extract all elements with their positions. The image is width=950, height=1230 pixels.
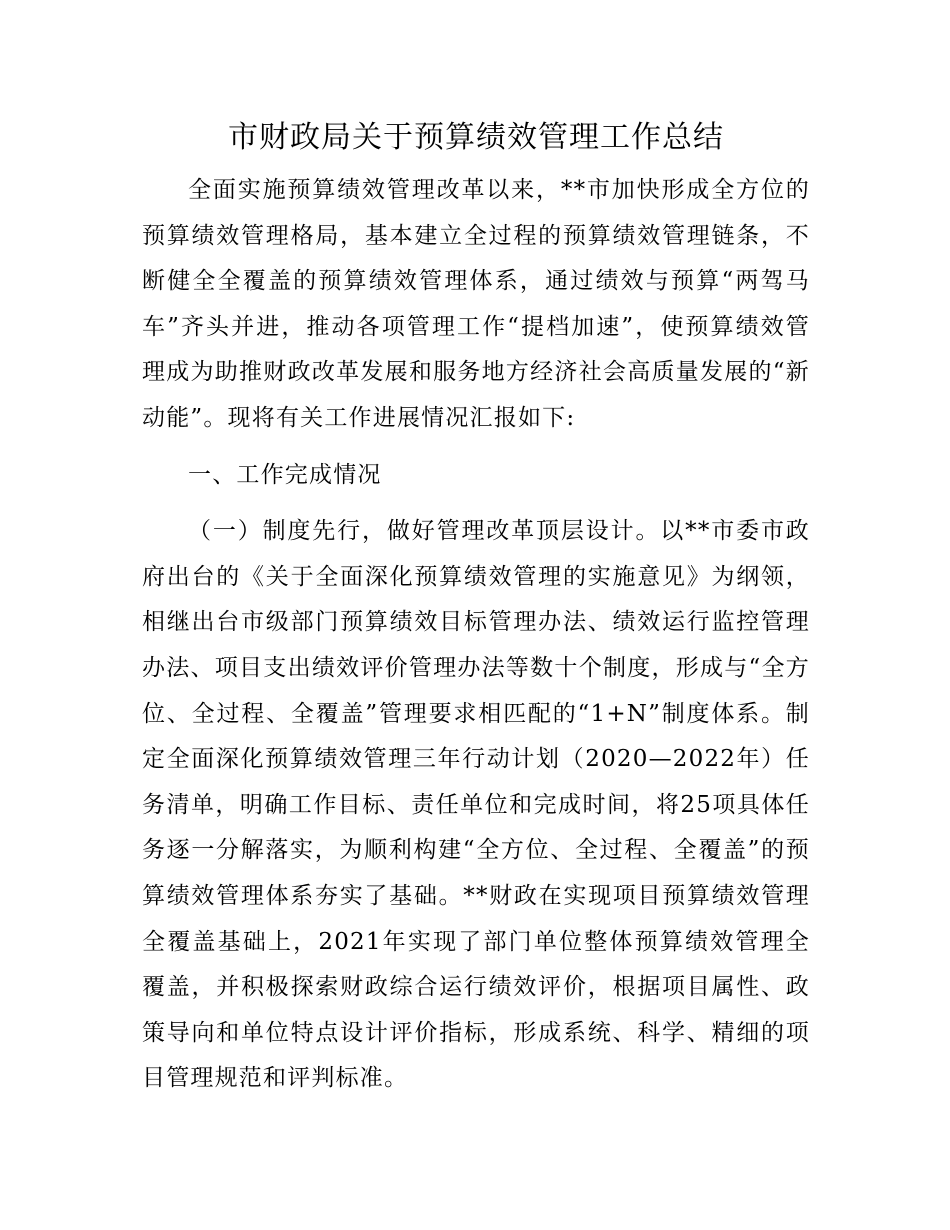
document-title: 市财政局关于预算绩效管理工作总结 [228, 120, 724, 155]
intro-paragraph: 全面实施预算绩效管理改革以来，**市加快形成全方位的预算绩效管理格局，基本建立全过程的预算绩效管理链条，不断健全全覆盖的预算绩效管理体系，通过绩效与预算“两驾马车”齐头并进，推动各项管理工作“提档加速”，使预算绩效管理成为助推财政改革发展和服务地方经济社会高质量发展的“新动能”。现将有关工作进展情况汇报如下: [142, 177, 810, 431]
section-paragraph-institution-first: （一）制度先行，做好管理改革顶层设计。以**市委市政府出台的《关于全面深化预算绩效管理的实施意见》为纲领，相继出台市级部门预算绩效目标管理办法、绩效运行监控管理办法、项目支出绩效评价管理办法等数十个制度，形成与“全方位、全过程、全覆盖”管理要求相匹配的“1+N”制度体系。制定全面深化预算绩效管理三年行动计划（2020—2022年）任务清单，明确工作目标、责任单位和完成时间，将25项具体任务逐一分解落实，为顺利构建“全方位、全过程、全覆盖”的预算绩效管理体系夯实了基础。**财政在实现项目预算绩效管理全覆盖基础上，2021年实现了部门单位整体预算绩效管理全覆盖，并积极探索财政综合运行绩效评价，根据项目属性、政策导向和单位特点设计评价指标，形成系统、科学、精细的项目管理规范和评判标准。 [142, 518, 810, 1092]
document-body [142, 112, 810, 1102]
section-heading-work-completion: 一、工作完成情况 [188, 461, 382, 488]
